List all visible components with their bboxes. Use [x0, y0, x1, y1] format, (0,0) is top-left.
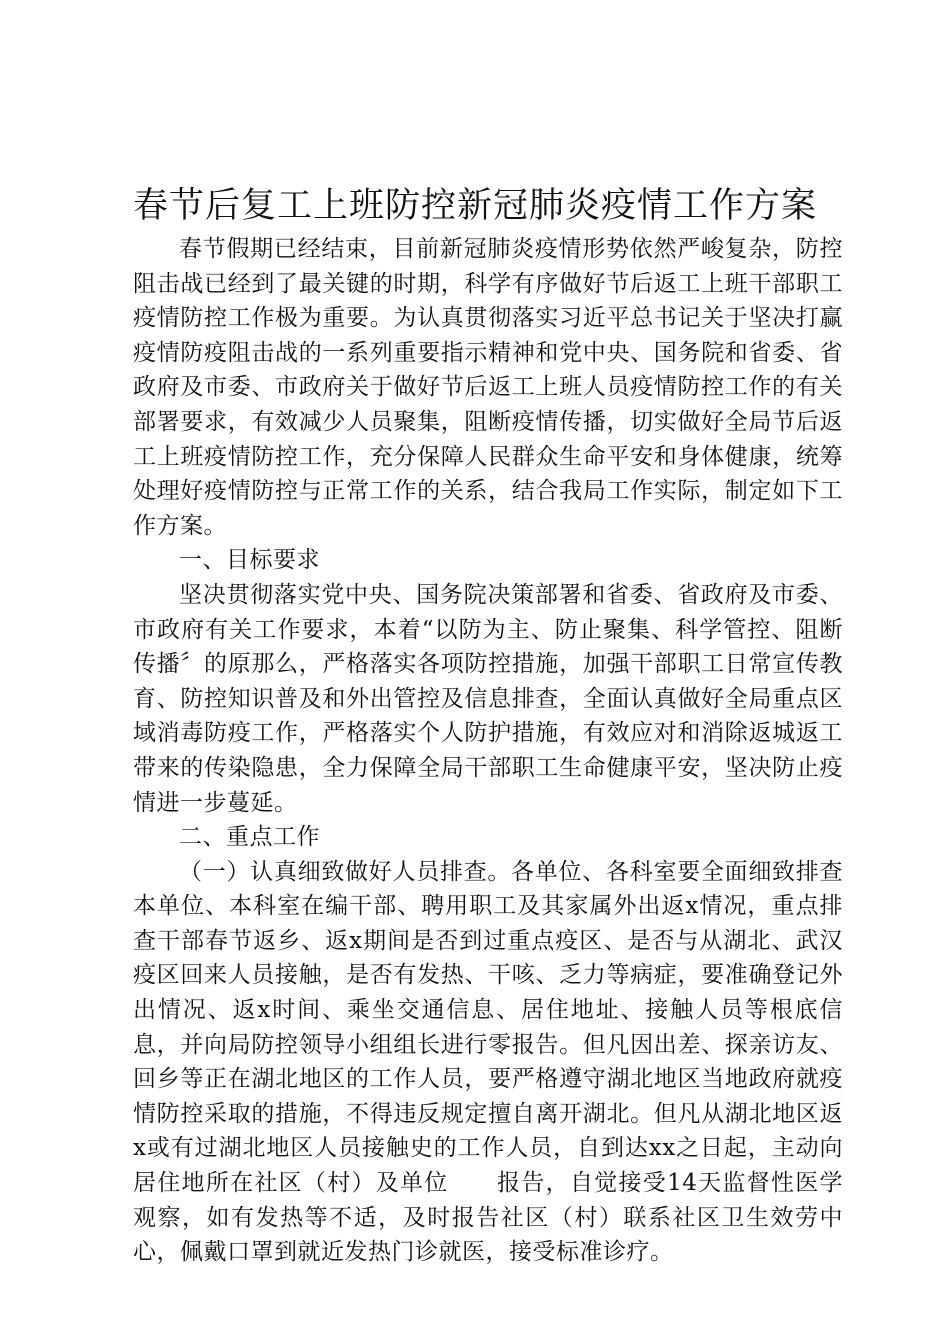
document-title: 春节后复工上班防控新冠肺炎疫情工作方案 [132, 186, 817, 226]
section-heading-goals: 一、目标要求 [179, 547, 320, 574]
document-body [133, 232, 843, 1270]
intro-paragraph: 春节假期已经结束，目前新冠肺炎疫情形势依然严峻复杂，防控阻击战已经到了最关键的时期，科学有序做好节后返工上班干部职工疫情防控工作极为重要。为认真贯彻落实习近平总书记关于坚决打赢疫情防疫阻击战的一系列重要指示精神和党中央、国务院和省委、省政府及市委、市政府关于做好节后返工上班人员疫情防控工作的有关部署要求，有效减少人员聚集，阻断疫情传播，切实做好全局节后返工上班疫情防控工作，充分保障人民群众生命平安和身体健康，统筹处理好疫情防控与正常工作的关系，结合我局工作实际，制定如下工作方案。 [133, 236, 843, 539]
key-work-paragraph-1: （一）认真细致做好人员排查。各单位、各科室要全面细致排查本单位、本科室在编干部、聘用职工及其家属外出返x情况，重点排查干部春节返乡、返x期间是否到过重点疫区、是否与从湖北、武汉疫区回来人员接触，是否有发热、干咳、乏力等病症，要准确登记外出情况、返x时间、乘坐交通信息、居住地址、接触人员等根底信息，并向局防控领导小组组长进行零报告。但凡因出差、探亲访友、回乡等正在湖北地区的工作人员，要严格遵守湖北地区当地政府就疫情防控采取的措施，不得违反规定擅自离开湖北。但凡从湖北地区返x或有过湖北地区人员接触史的工作人员，自到达xx之日起，主动向居住地所在社区（村）及单位 报告，自觉接受14天监督性医学观察，如有发热等不适，及时报告社区（村）联系社区卫生效劳中心，佩戴口罩到就近发热门诊就医，接受标准诊疗。 [133, 858, 843, 1266]
goals-paragraph: 坚决贯彻落实党中央、国务院决策部署和省委、省政府及市委、市政府有关工作要求，本着“以防为主、防止聚集、科学管控、阻断传播〞的原那么，严格落实各项防控措施，加强干部职工日常宣传教育、防控知识普及和外出管控及信息排查，全面认真做好全局重点区域消毒防疫工作，严格落实个人防护措施，有效应对和消除返城返工带来的传染隐患，全力保障全局干部职工生命健康平安，坚决防止疫情进一步蔓延。 [133, 581, 843, 816]
section-heading-key-work: 二、重点工作 [179, 824, 320, 851]
